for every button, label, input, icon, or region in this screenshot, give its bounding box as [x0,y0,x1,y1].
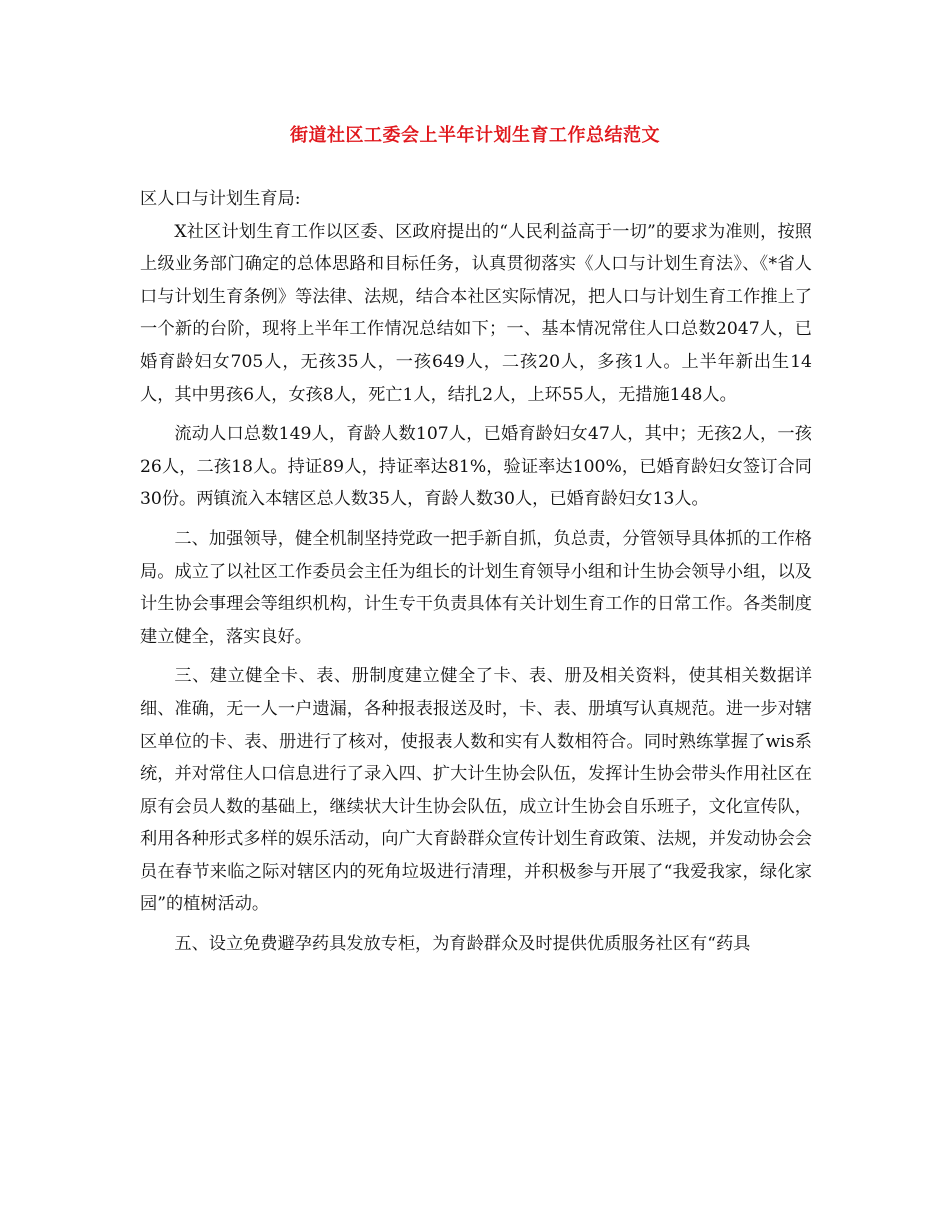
document-body [140,183,812,961]
paragraph-contraceptives: 五、设立免费避孕药具发放专柜，为育龄群众及时提供优质服务社区有“药具 [174,934,751,955]
paragraph-intro: X社区计划生育工作以区委、区政府提出的“人民利益高于一切”的要求为准则，按照上级业务部门确定的总体思路和目标任务，认真贯彻落实《人口与计划生育法》、《*省人口与计划生育条例》等法律、法规，结合本社区实际情况，把人口与计划生育工作推上了一个新的台阶，现将上半年工作情况总结如下；一、基本情况常住人口总数2047人，已婚育龄妇女705人，无孩35人，一孩649人，二孩20人，多孩1人。上半年新出生14人，其中男孩6人，女孩8人，死亡1人，结扎2人，上环55人，无措施148人。 [140,221,812,405]
document-title: 街道社区工委会上半年计划生育工作总结范文 [290,125,660,146]
paragraph-floating-population: 流动人口总数149人，育龄人数107人，已婚育龄妇女47人，其中；无孩2人，一孩26人，二孩18人。持证89人，持证率达81%，验证率达100%，已婚育龄妇女签订合同30份。两镇流入本辖区总人数35人，育龄人数30人，已婚育龄妇女13人。 [140,424,812,510]
paragraph-records: 三、建立健全卡、表、册制度建立健全了卡、表、册及相关资料，使其相关数据详细、准确，无一人一户遗漏，各种报表报送及时，卡、表、册填写认真规范。进一步对辖区单位的卡、表、册进行了核对，使报表人数和实有人数相符合。同时熟练掌握了wis系统，并对常住人口信息进行了录入四、扩大计生协会队伍，发挥计生协会带头作用社区在原有会员人数的基础上，继续状大计生协会队伍，成立计生协会自乐班子，文化宣传队，利用各种形式多样的娱乐活动，向广大育龄群众宣传计划生育政策、法规，并发动协会会员在春节来临之际对辖区内的死角垃圾进行清理，并积极参与开展了“我爱我家，绿化家园”的植树活动。 [140,666,812,915]
paragraph-leadership: 二、加强领导，健全机制坚持党政一把手新自抓，负总责，分管领导具体抓的工作格局。成立了以社区工作委员会主任为组长的计划生育领导小组和计生协会领导小组，以及计生协会事理会等组织机构，计生专干负责具体有关计划生育工作的日常工作。各类制度建立健全，落实良好。 [140,528,812,647]
salutation: 区人口与计划生育局: [140,189,301,209]
